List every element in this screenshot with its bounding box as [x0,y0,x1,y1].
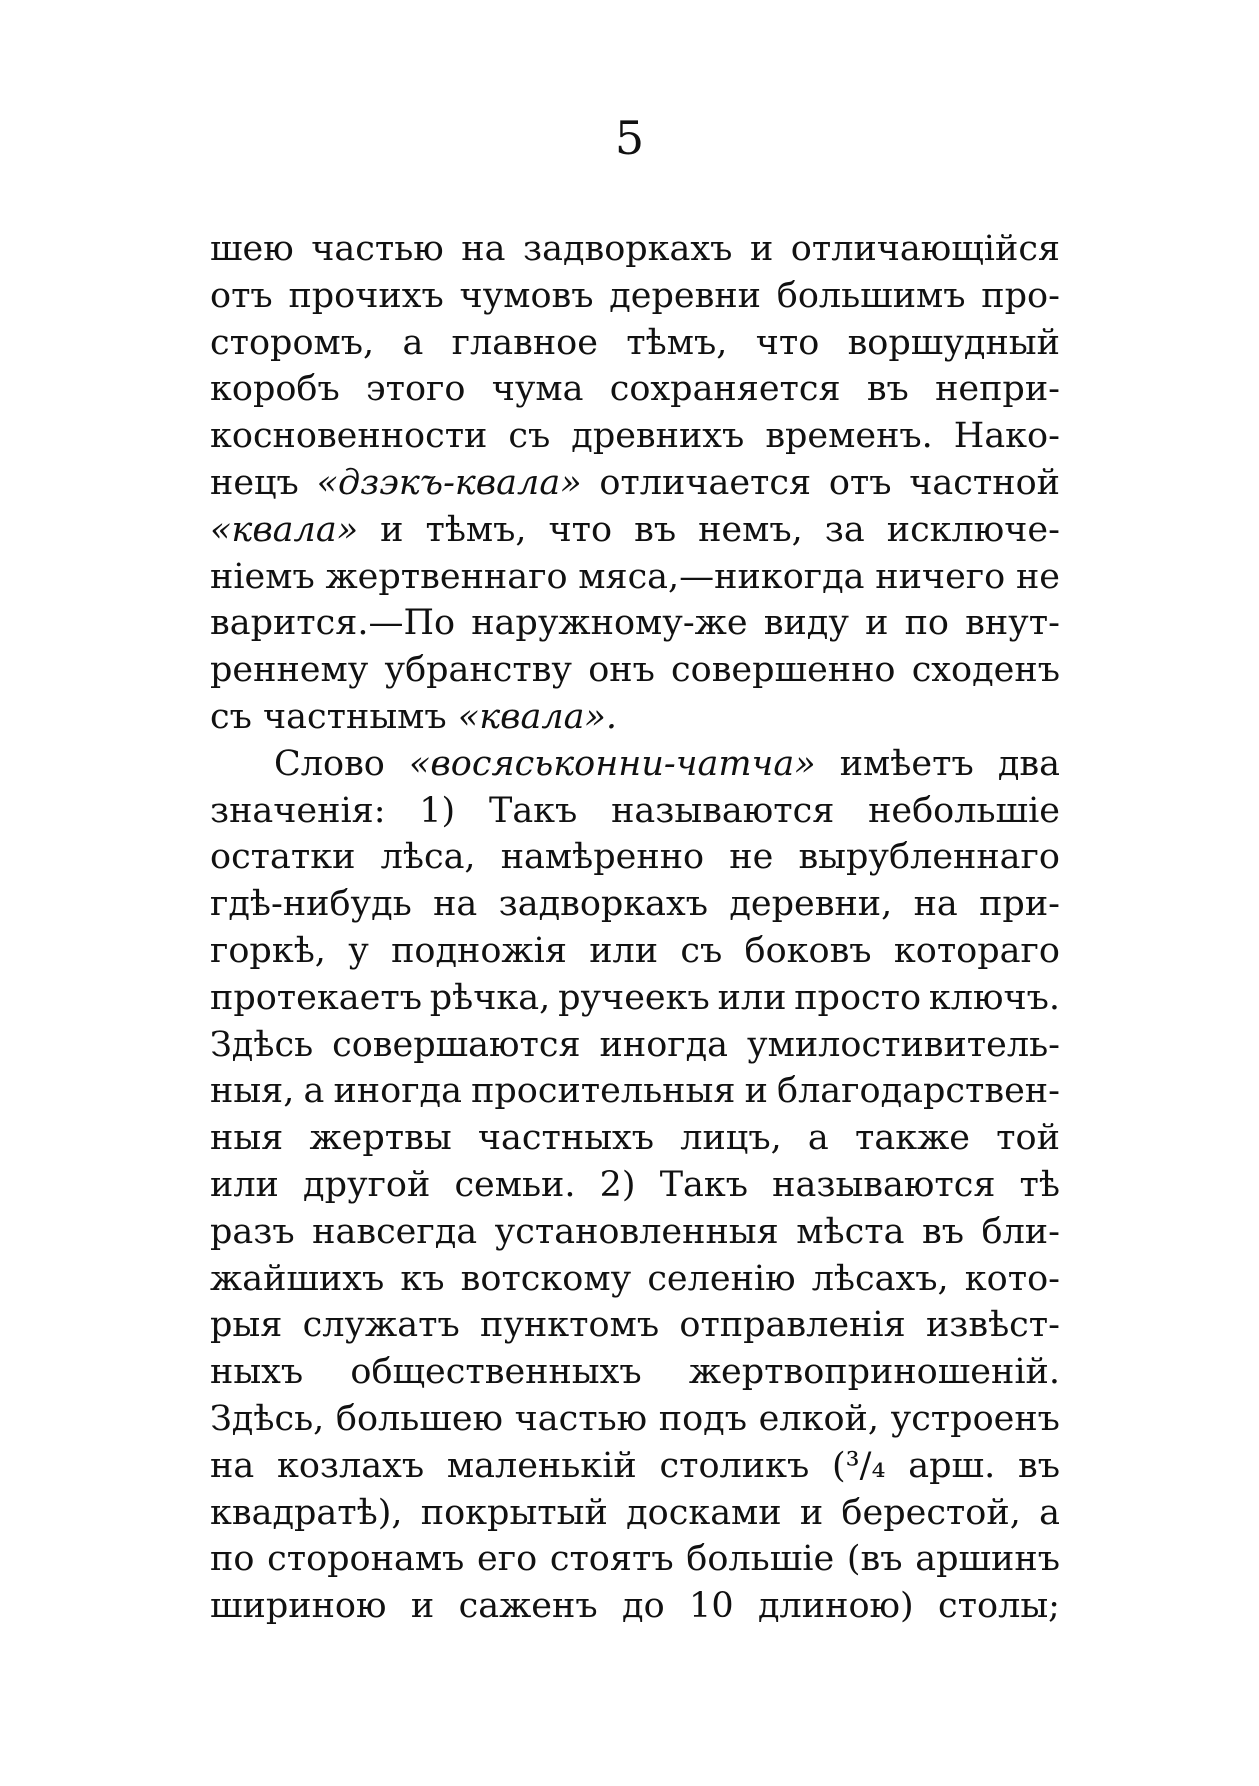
word: 2) [599,1164,636,1205]
word: по [904,603,949,644]
word: протекаетъ [210,977,422,1018]
text-line [210,975,1060,1022]
word: установленныя [494,1211,779,1252]
italic-term: «дзэкъ-квала» [316,462,582,503]
word: мяса,—никогда [578,556,865,597]
word: и [799,1492,824,1533]
text-line [210,788,1060,835]
word: саженъ [458,1586,598,1627]
word: гдѣ-нибудь [210,884,412,925]
word: за [824,509,865,550]
text-line [210,460,1060,507]
word: онъ [588,650,655,691]
word: покрытый [420,1492,608,1533]
text-line [210,1068,1060,1115]
italic-term: «квала». [457,696,618,737]
word: на [913,884,958,925]
word: сохраняется [609,369,841,410]
text-line [210,226,1060,273]
word: большею [335,1398,504,1439]
word: въ [921,1211,964,1252]
word: или [589,930,659,971]
word: въ [634,509,677,550]
word: шириною [210,1586,387,1627]
word: намѣренно [500,837,705,878]
word: а [1039,1492,1060,1533]
word: главное [451,322,598,363]
word: а [402,322,424,363]
word: жертвеннаго [325,556,568,597]
word: 10 [689,1586,734,1627]
word: большіе [686,1539,835,1580]
word: этого [366,369,466,410]
word: иногда [333,1071,462,1112]
word: на [461,229,506,269]
word: стоятъ [549,1539,674,1580]
word: или [210,1164,279,1205]
word: Здѣсь [210,1024,314,1065]
word: тѣмъ, [425,509,527,550]
word: рыя [210,1305,283,1346]
word: что [755,322,820,363]
word: а [303,1071,325,1112]
word: разъ [210,1211,295,1252]
word: сходенъ [911,650,1060,691]
word: деревни, [729,884,893,925]
word: столикъ [659,1445,810,1486]
word: подъ [658,1398,747,1439]
word: жайшихъ [210,1258,385,1299]
word: съ [210,696,252,737]
word: задворкахъ [522,229,733,269]
text-line [210,600,1060,647]
word: тѣ [1019,1164,1060,1205]
word: не [729,837,774,878]
word: служатъ [302,1305,460,1346]
word: арш. [908,1445,996,1486]
word: отличающійся [790,229,1060,269]
word: въ [1017,1445,1060,1486]
word: Такъ [659,1164,749,1205]
word: и [749,229,774,269]
word: козлахъ [276,1445,425,1486]
word: ключъ. [928,977,1060,1018]
word: Нако- [953,416,1060,457]
word: ручеекъ [558,977,710,1018]
word: и [865,603,889,644]
text-line [210,741,1060,788]
word: берестой, [841,1492,1021,1533]
text-line [210,273,1060,320]
word: столы; [938,1586,1060,1627]
word: жертвоприношеній. [688,1352,1060,1393]
word: древнихъ [571,416,745,457]
word: на [210,1445,255,1486]
text-line [210,507,1060,554]
word: 1) [419,790,456,831]
word: просто [794,977,922,1018]
word: квадратѣ), [210,1492,403,1533]
word: или [717,977,787,1018]
word: называются [611,790,835,831]
italic-term: «восяськонни-чатча» [408,743,816,784]
word: внут- [965,603,1060,644]
word: частной [909,462,1060,503]
word: отправленія [679,1305,906,1346]
word: косновенности [210,416,488,457]
word: аршинъ [915,1539,1060,1580]
word: умилостивитель- [747,1024,1060,1065]
italic-term: «квала» [210,509,359,550]
word: длиною) [758,1586,914,1627]
text-line [210,881,1060,928]
word: прочихъ [288,275,444,316]
text-line [210,928,1060,975]
word: тѣмъ, [626,322,728,363]
text-line [210,1490,1060,1537]
text-line [210,1536,1060,1583]
text-line [210,834,1060,881]
text-line [210,1209,1060,1256]
word: и [410,1586,435,1627]
word: лѣса, [380,837,476,878]
word: немъ, [698,509,803,550]
word: подножія [391,930,567,971]
word: той [996,1118,1060,1159]
word: задворкахъ [498,884,709,925]
word: лѣсахъ, [811,1258,949,1299]
text-line [210,1302,1060,1349]
word: общественныхъ [350,1352,642,1393]
word: Такъ [488,790,578,831]
word: чумовъ [459,275,594,316]
word: устроенъ [890,1398,1060,1439]
text-line [210,1115,1060,1162]
word: лицъ, [680,1118,782,1159]
text-line [210,1583,1060,1630]
word: Здѣсь, [210,1398,325,1439]
word: частнымъ [263,696,447,737]
word: сторонамъ [267,1539,465,1580]
word: и [380,509,404,550]
word: значенія: [210,790,386,831]
word: нецъ [210,462,299,503]
word: (въ [846,1539,903,1580]
word: елкой, [758,1398,879,1439]
text-line [210,694,1060,741]
word: варится.—По [210,603,456,644]
word: до [622,1586,665,1627]
word: непри- [935,369,1060,410]
word: отъ [828,462,892,503]
word: частью [514,1398,648,1439]
word: на [433,884,478,925]
word: иногда [599,1024,729,1065]
word: съ [508,416,551,457]
word: въ [866,369,909,410]
word: воршудный [847,322,1060,363]
word: боковъ [744,930,872,971]
word: при- [979,884,1060,925]
word: чума [491,369,584,410]
word: ныя, [210,1071,295,1112]
word: два [997,743,1060,784]
word: называются [772,1164,996,1205]
word: частью [311,229,444,269]
text-line [210,1022,1060,1069]
word: совершенно [671,650,896,691]
word: остатки [210,837,356,878]
word: вотскому [460,1258,632,1299]
word: пунктомъ [480,1305,660,1346]
word: другой [303,1164,431,1205]
word: Слово [274,743,385,784]
word: мѣста [796,1211,905,1252]
word: также [854,1118,970,1159]
word: реннему [210,650,369,691]
text-line [210,1162,1060,1209]
word: досками [626,1492,782,1533]
word: сторомъ, [210,322,375,363]
word: по [210,1539,255,1580]
word: ничего [875,556,1006,597]
word: временъ. [765,416,933,457]
word: кото- [964,1258,1060,1299]
text-line [210,554,1060,601]
word: у [348,930,369,971]
word: виду [763,603,849,644]
word: небольшіе [868,790,1060,831]
word: котораго [893,930,1060,971]
word: шею [210,229,294,269]
text-line [210,366,1060,413]
word: деревни [609,275,761,316]
word: большимъ [776,275,966,316]
word: навсегда [312,1211,478,1252]
word: ныя [210,1118,284,1159]
text-line [210,1443,1060,1490]
word: убранству [384,650,573,691]
word: его [477,1539,538,1580]
text-line [210,320,1060,367]
word: что [548,509,613,550]
word: рѣчка, [429,977,551,1018]
word: бли- [981,1211,1060,1252]
word: жертвы [309,1118,452,1159]
word: благодарствен- [777,1071,1060,1112]
text-line [210,1256,1060,1303]
word: маленькій [446,1445,637,1486]
word: и [744,1071,768,1112]
text-line [210,413,1060,460]
text-line [210,1396,1060,1443]
word: не [1015,556,1060,597]
word: а [807,1118,829,1159]
word: имѣетъ [839,743,974,784]
word: частныхъ [477,1118,655,1159]
fraction: (³/₄ [832,1445,886,1486]
word: наружному-же [471,603,748,644]
word: исключе- [886,509,1060,550]
word: коробъ [210,369,340,410]
word: съ [680,930,723,971]
word: отъ [210,275,273,316]
text-line [210,647,1060,694]
word: ніемъ [210,556,315,597]
word: селенію [647,1258,796,1299]
word: семьи. [454,1164,576,1205]
word: отличается [599,462,812,503]
word: просительныя [471,1071,736,1112]
text-line [210,1349,1060,1396]
body-text [210,226,1060,1630]
word: ныхъ [210,1352,304,1393]
word: горкѣ, [210,930,326,971]
word: извѣст- [925,1305,1060,1346]
word: про- [981,275,1060,316]
word: вырубленнаго [798,837,1060,878]
word: къ [400,1258,445,1299]
word: совершаются [332,1024,581,1065]
page-number: 5 [614,111,645,165]
